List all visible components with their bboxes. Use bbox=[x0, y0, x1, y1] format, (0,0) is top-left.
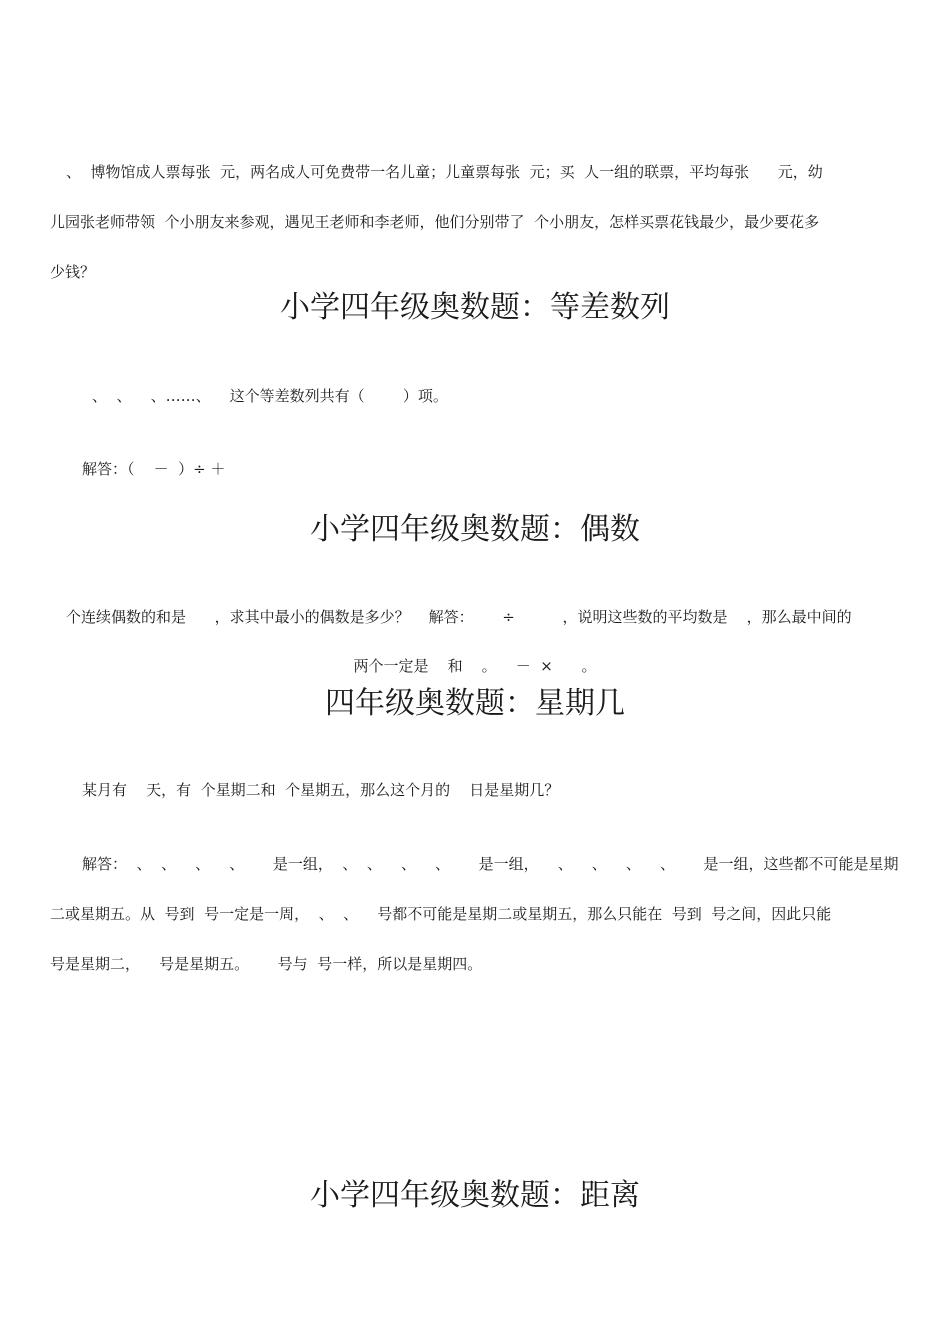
heading-arithmetic-sequence: 小学四年级奥数题：等差数列 bbox=[280, 290, 670, 325]
arithmetic-answer: 解答：（ － ）÷ ＋ bbox=[82, 460, 226, 478]
museum-problem-line-3: 少钱？ bbox=[50, 263, 96, 281]
museum-problem-line-2: 儿园张老师带领 个小朋友来参观，遇见王老师和李老师，他们分别带了 个小朋友，怎样买票花钱最少，最少要花多 bbox=[50, 213, 820, 231]
weekday-answer-line-2: 二或星期五。从 号到 号一定是一周， 、 、 号都不可能是星期二或星期五，那么只能在 号到 号之间，因此只能 bbox=[50, 905, 832, 923]
museum-problem-line-1: 、 博物馆成人票每张 元，两名成人可免费带一名儿童；儿童票每张 元；买 人一组的联票，平均每张 元，幼 bbox=[66, 163, 823, 181]
weekday-answer-line-1: 解答： 、 、 、 、 是一组， 、 、 、 、 是一组， 、 、 、 、 是一组，这些都不可能是星期 bbox=[82, 855, 899, 873]
heading-even-numbers: 小学四年级奥数题：偶数 bbox=[310, 512, 640, 547]
heading-weekday: 四年级奥数题：星期几 bbox=[325, 686, 625, 721]
arithmetic-question: 、 、 、……、 这个等差数列共有（ ）项。 bbox=[92, 387, 448, 405]
heading-distance: 小学四年级奥数题：距离 bbox=[310, 1178, 640, 1213]
even-problem-line-2: 两个一定是 和 。 － × 。 bbox=[353, 657, 597, 675]
weekday-answer-line-3: 号是星期二， 号是星期五。 号与 号一样，所以是星期四。 bbox=[50, 955, 483, 973]
weekday-question: 某月有 天，有 个星期二和 个星期五，那么这个月的 日是星期几？ bbox=[82, 781, 560, 799]
even-problem-line-1: 个连续偶数的和是 ，求其中最小的偶数是多少？ 解答： ÷ ，说明这些数的平均数是 ，那么最中间的 bbox=[66, 608, 852, 626]
